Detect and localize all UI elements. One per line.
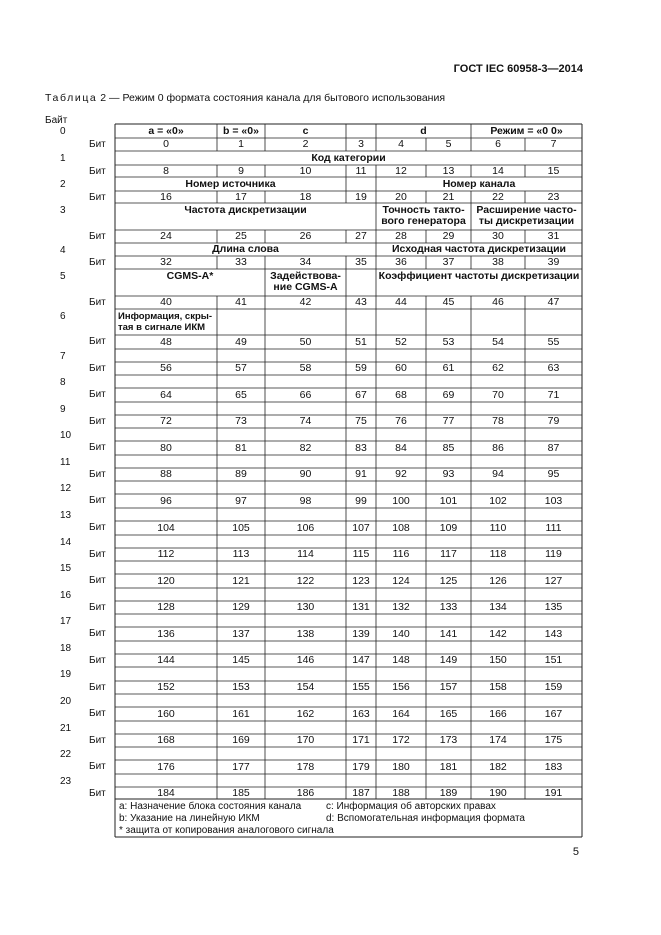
bit-number-cell: 160 (157, 707, 175, 720)
bit-number-cell: 100 (392, 494, 410, 507)
bit-number-cell: 11 (355, 164, 367, 177)
bit-number-cell: 15 (547, 164, 560, 177)
bit-number-cell: 76 (395, 415, 407, 427)
bit-number-cell: 101 (439, 494, 458, 507)
bit-number-cell: 134 (489, 601, 507, 613)
bit-number-cell: 68 (395, 388, 407, 401)
bit-number-cell: 34 (299, 256, 312, 268)
bit-number-cell: 27 (355, 230, 367, 242)
bit-number-cell: 157 (439, 681, 458, 693)
bit-number-cell: 96 (160, 494, 172, 507)
bit-number-cell: 45 (442, 296, 455, 308)
field-cgms-a-enable: Задействова- ние CGMS-A (270, 270, 341, 293)
bit-number-cell: 77 (442, 415, 455, 427)
byte-header-label: Байт (45, 115, 68, 126)
byte-number: 3 (60, 205, 66, 216)
footnote-c: c: Информация об авторских правах (326, 801, 496, 812)
bit-number-cell: 181 (439, 760, 458, 773)
bit-number-cell: 138 (296, 627, 315, 640)
bit-number-cell: 141 (439, 627, 458, 640)
bit-number-cell: 114 (297, 548, 314, 560)
bit-number-cell: 43 (355, 296, 367, 308)
bit-number-cell: 94 (492, 468, 504, 480)
bit-number-cell: 55 (547, 335, 560, 348)
bit-number-cell: 60 (395, 362, 407, 374)
bit-number-cell: 22 (492, 190, 504, 203)
bit-number-cell: 115 (352, 548, 370, 560)
bit-row-label: Бит (89, 416, 106, 427)
bit-row-label: Бит (89, 389, 106, 400)
bit-number-cell: 177 (232, 760, 250, 773)
bit-number-cell: 28 (395, 230, 407, 242)
bit-number-cell: 119 (545, 548, 562, 560)
byte-number: 4 (60, 245, 66, 256)
bit-number-cell: 190 (489, 786, 507, 799)
bit-number-cell: 178 (296, 760, 315, 773)
bit-number-cell: 35 (355, 256, 367, 268)
bit-number-cell: 97 (235, 494, 247, 507)
bit-number-cell: 89 (235, 468, 247, 480)
byte-number: 5 (60, 271, 66, 282)
bit-number-cell: 113 (232, 548, 250, 560)
column-header: c (302, 124, 309, 137)
bit-number-cell: 117 (440, 548, 457, 560)
bit-number-cell: 110 (489, 521, 507, 534)
bit-number-cell: 14 (492, 164, 504, 177)
page-number: 5 (572, 846, 579, 858)
bit-number-cell: 131 (352, 601, 370, 613)
bit-number-cell: 67 (355, 388, 367, 401)
bit-number-cell: 162 (296, 707, 315, 720)
bit-number-cell: 62 (492, 362, 504, 374)
bit-number-cell: 152 (157, 681, 175, 693)
bit-row-label: Бит (89, 708, 106, 719)
bit-number-cell: 183 (544, 760, 563, 773)
bit-number-cell: 103 (544, 494, 563, 507)
bit-number-cell: 156 (392, 681, 410, 693)
bit-number-cell: 41 (235, 296, 247, 308)
bit-number-cell: 124 (392, 574, 410, 587)
bit-number-cell: 73 (235, 415, 247, 427)
bit-number-cell: 95 (547, 468, 560, 480)
bit-number-cell: 168 (157, 734, 175, 746)
bit-number-cell: 70 (492, 388, 504, 401)
bit-number-cell: 145 (232, 654, 250, 666)
bit-number-cell: 140 (392, 627, 410, 640)
bit-number-cell: 99 (355, 494, 367, 507)
bit-row-label: Бит (89, 549, 106, 560)
column-header: a = «0» (148, 124, 184, 137)
field-word-length: Длина слова (212, 243, 279, 255)
bit-number-cell: 186 (296, 786, 315, 799)
byte-number: 13 (60, 510, 72, 521)
bit-number-cell: 90 (299, 468, 312, 480)
bit-number-cell: 132 (392, 601, 410, 613)
bit-number-cell: 54 (492, 335, 504, 348)
bit-number-cell: 170 (296, 734, 315, 746)
bit-number-cell: 86 (492, 441, 504, 454)
bit-number-cell: 125 (439, 574, 458, 587)
field-sf-coefficient: Коэффициент частоты дискретизации (378, 270, 580, 282)
bit-number-cell: 191 (544, 786, 563, 799)
bit-number-cell: 111 (545, 521, 562, 534)
bit-number-cell: 0 (163, 138, 169, 150)
field-source-number: Номер источника (185, 177, 276, 190)
bit-row-label: Бит (89, 363, 106, 374)
bit-number-cell: 136 (157, 627, 175, 640)
bit-number-cell: 23 (547, 190, 560, 203)
bit-number-cell: 139 (352, 627, 370, 640)
bit-row-label: Бит (89, 166, 106, 177)
bit-number-cell: 108 (392, 521, 410, 534)
bit-number-cell: 159 (544, 681, 563, 693)
bit-number-cell: 123 (352, 574, 370, 587)
bit-number-cell: 151 (544, 654, 563, 666)
byte-number: 18 (60, 643, 72, 654)
bit-number-cell: 78 (492, 415, 504, 427)
field-category-code: Код категории (311, 151, 386, 164)
bit-number-cell: 92 (395, 468, 407, 480)
bit-number-cell: 32 (160, 256, 172, 268)
bit-number-cell: 154 (296, 681, 315, 693)
document-standard-number: ГОСТ IEC 60958-3—2014 (453, 63, 583, 75)
byte-number: 0 (60, 126, 66, 137)
byte-number: 12 (60, 483, 72, 494)
bit-number-cell: 3 (358, 138, 364, 150)
bit-number-cell: 37 (442, 256, 455, 268)
bit-number-cell: 137 (232, 627, 250, 640)
bit-number-cell: 88 (160, 468, 172, 480)
footnote-b: b: Указание на линейную ИКМ (119, 813, 260, 824)
byte-number: 22 (60, 749, 72, 760)
bit-number-cell: 167 (544, 707, 563, 720)
bit-number-cell: 69 (442, 388, 455, 401)
bit-number-cell: 116 (392, 548, 410, 560)
bit-number-cell: 144 (157, 654, 175, 666)
byte-number: 23 (60, 776, 72, 787)
bit-number-cell: 146 (296, 654, 315, 666)
footnote-a: a: Назначение блока состояния канала (119, 801, 302, 812)
bit-number-cell: 180 (392, 760, 410, 773)
bit-number-cell: 148 (392, 654, 410, 666)
bit-number-cell: 20 (395, 190, 407, 203)
byte-number: 10 (60, 430, 72, 441)
bit-number-cell: 165 (439, 707, 458, 720)
bit-number-cell: 130 (296, 601, 315, 613)
bit-number-cell: 8 (163, 164, 169, 177)
bit-number-cell: 109 (439, 521, 458, 534)
bit-number-cell: 1 (238, 138, 244, 150)
bit-number-cell: 161 (232, 707, 250, 720)
table-caption-word: Таблица (45, 92, 98, 104)
bit-number-cell: 47 (547, 296, 560, 308)
bit-number-cell: 122 (296, 574, 315, 587)
bit-number-cell: 39 (547, 256, 560, 268)
bit-number-cell: 175 (544, 734, 563, 746)
field-original-sf: Исходная частота дискретизации (391, 243, 567, 255)
field-cgms-a: CGMS-A* (166, 270, 214, 282)
bit-number-cell: 104 (157, 521, 175, 534)
bit-number-cell: 133 (439, 601, 458, 613)
bit-number-cell: 64 (160, 388, 172, 401)
bit-row-label: Бит (89, 735, 106, 746)
byte-number: 20 (60, 696, 72, 707)
bit-number-cell: 75 (355, 415, 367, 427)
bit-number-cell: 59 (355, 362, 367, 374)
byte-number: 19 (60, 669, 72, 680)
bit-number-cell: 118 (489, 548, 507, 560)
bit-number-cell: 105 (232, 521, 250, 534)
bit-number-cell: 24 (160, 230, 172, 242)
byte-number: 21 (60, 723, 72, 734)
bit-number-cell: 19 (355, 190, 367, 203)
bit-number-cell: 155 (352, 681, 370, 693)
field-channel-number: Номер канала (442, 177, 516, 190)
bit-number-cell: 106 (296, 521, 315, 534)
bit-number-cell: 174 (489, 734, 507, 746)
bit-number-cell: 9 (238, 164, 244, 177)
bit-number-cell: 4 (398, 138, 404, 150)
bit-number-cell: 72 (160, 415, 172, 427)
bit-row-label: Бит (89, 522, 106, 533)
bit-number-cell: 179 (352, 760, 370, 773)
bit-row-label: Бит (89, 469, 106, 480)
bit-number-cell: 44 (395, 296, 407, 308)
bit-row-label: Бит (89, 761, 106, 772)
bit-number-cell: 182 (489, 760, 507, 773)
bit-number-cell: 66 (299, 388, 312, 401)
bit-number-cell: 85 (442, 441, 455, 454)
bit-number-cell: 187 (352, 786, 370, 799)
byte-number: 2 (60, 179, 66, 190)
bit-row-label: Бит (89, 628, 106, 639)
bit-row-label: Бит (89, 655, 106, 666)
bit-number-cell: 81 (235, 441, 247, 454)
bit-number-cell: 80 (160, 441, 172, 454)
bit-number-cell: 30 (492, 230, 504, 242)
bit-number-cell: 63 (547, 362, 560, 374)
bit-number-cell: 84 (395, 441, 407, 454)
bit-number-cell: 50 (299, 335, 312, 348)
bit-number-cell: 6 (495, 138, 501, 150)
bit-row-label: Бит (89, 575, 106, 586)
bit-number-cell: 5 (445, 138, 452, 150)
bit-number-cell: 188 (392, 786, 410, 799)
bit-number-cell: 31 (547, 230, 560, 242)
bit-number-cell: 185 (232, 786, 250, 799)
bit-number-cell: 172 (392, 734, 410, 746)
bit-number-cell: 184 (157, 786, 175, 799)
byte-number: 11 (60, 457, 71, 468)
bit-number-cell: 126 (489, 574, 507, 587)
bit-number-cell: 91 (355, 468, 367, 480)
bit-number-cell: 112 (157, 548, 175, 560)
bit-number-cell: 52 (395, 335, 407, 348)
bit-number-cell: 46 (492, 296, 504, 308)
bit-number-cell: 33 (235, 256, 247, 268)
byte-number: 17 (60, 616, 72, 627)
bit-number-cell: 121 (232, 574, 250, 587)
bit-number-cell: 153 (232, 681, 250, 693)
table-caption-text: 2 — Режим 0 формата состояния канала для бытового использования (97, 92, 446, 104)
bit-number-cell: 83 (355, 441, 367, 454)
bit-number-cell: 7 (550, 138, 557, 150)
bit-number-cell: 57 (235, 362, 247, 374)
footnote-d: d: Вспомогательная информация формата (326, 813, 525, 824)
bit-number-cell: 149 (439, 654, 458, 666)
bit-number-cell: 38 (492, 256, 504, 268)
bit-number-cell: 13 (442, 164, 455, 177)
bit-row-label: Бит (89, 257, 106, 268)
bit-number-cell: 107 (352, 521, 370, 534)
bit-number-cell: 147 (352, 654, 370, 666)
bit-number-cell: 176 (157, 760, 175, 773)
bit-number-cell: 65 (235, 388, 247, 401)
bit-number-cell: 158 (489, 681, 507, 693)
bit-row-label: Бит (89, 139, 106, 150)
bit-number-cell: 21 (442, 190, 455, 203)
bit-number-cell: 10 (299, 164, 312, 177)
bit-number-cell: 17 (235, 190, 247, 203)
byte-number: 9 (60, 404, 66, 415)
bit-number-cell: 166 (489, 707, 507, 720)
bit-number-cell: 163 (352, 707, 370, 720)
bit-number-cell: 18 (299, 190, 312, 203)
bit-number-cell: 120 (157, 574, 175, 587)
bit-number-cell: 48 (160, 335, 172, 348)
byte-number: 6 (60, 311, 66, 322)
bit-number-cell: 2 (302, 138, 309, 150)
bit-row-label: Бит (89, 682, 106, 693)
bit-row-label: Бит (89, 297, 106, 308)
bit-row-label: Бит (89, 231, 106, 242)
bit-number-cell: 173 (439, 734, 458, 746)
bit-number-cell: 87 (547, 441, 560, 454)
bit-number-cell: 164 (392, 707, 410, 720)
bit-number-cell: 58 (299, 362, 312, 374)
bit-number-cell: 129 (232, 601, 250, 613)
bit-number-cell: 143 (544, 627, 563, 640)
bit-number-cell: 71 (547, 388, 560, 401)
bit-row-label: Бит (89, 788, 106, 799)
bit-number-cell: 53 (442, 335, 455, 348)
column-header: Режим = «0 0» (490, 124, 563, 137)
bit-number-cell: 102 (489, 494, 507, 507)
bit-number-cell: 98 (299, 494, 312, 507)
bit-number-cell: 16 (160, 190, 172, 203)
bit-number-cell: 135 (544, 601, 563, 613)
bit-row-label: Бит (89, 442, 106, 453)
bit-number-cell: 189 (439, 786, 458, 799)
bit-row-label: Бит (89, 602, 106, 613)
byte-number: 8 (60, 377, 66, 388)
bit-number-cell: 25 (235, 230, 247, 242)
bit-number-cell: 49 (235, 335, 247, 348)
field-sf-extension: Расширение часто- ты дискретизации (476, 204, 577, 227)
bit-number-cell: 127 (544, 574, 563, 587)
byte-number: 15 (60, 563, 72, 574)
bit-number-cell: 12 (395, 164, 407, 177)
footnote-star: * защита от копирования аналогового сигнала (119, 825, 334, 836)
bit-number-cell: 51 (355, 335, 367, 348)
bit-row-label: Бит (89, 495, 106, 506)
bit-number-cell: 150 (489, 654, 507, 666)
bit-number-cell: 169 (232, 734, 250, 746)
bit-number-cell: 61 (442, 362, 455, 374)
byte-number: 1 (60, 153, 66, 164)
bit-number-cell: 42 (299, 296, 312, 308)
field-hidden-info: Информация, скры- тая в сигнале ИКМ (118, 311, 213, 333)
bit-number-cell: 142 (489, 627, 507, 640)
field-clock-accuracy: Точность такто- вого генератора (381, 204, 466, 227)
bit-number-cell: 40 (160, 296, 172, 308)
bit-number-cell: 56 (160, 362, 172, 374)
bit-row-label: Бит (89, 336, 106, 347)
field-sampling-frequency: Частота дискретизации (184, 204, 307, 216)
bit-number-cell: 171 (352, 734, 370, 746)
byte-number: 7 (60, 351, 66, 362)
bit-number-cell: 74 (299, 415, 312, 427)
column-header: b = «0» (223, 124, 259, 137)
bit-number-cell: 93 (442, 468, 455, 480)
bit-row-label: Бит (89, 192, 106, 203)
bit-number-cell: 79 (547, 415, 560, 427)
bit-number-cell: 36 (395, 256, 407, 268)
bit-number-cell: 82 (299, 441, 312, 454)
bit-number-cell: 128 (157, 601, 175, 613)
bit-number-cell: 26 (299, 230, 312, 242)
byte-number: 16 (60, 590, 72, 601)
column-header: d (420, 124, 427, 137)
byte-number: 14 (60, 537, 72, 548)
bit-number-cell: 29 (442, 230, 455, 242)
